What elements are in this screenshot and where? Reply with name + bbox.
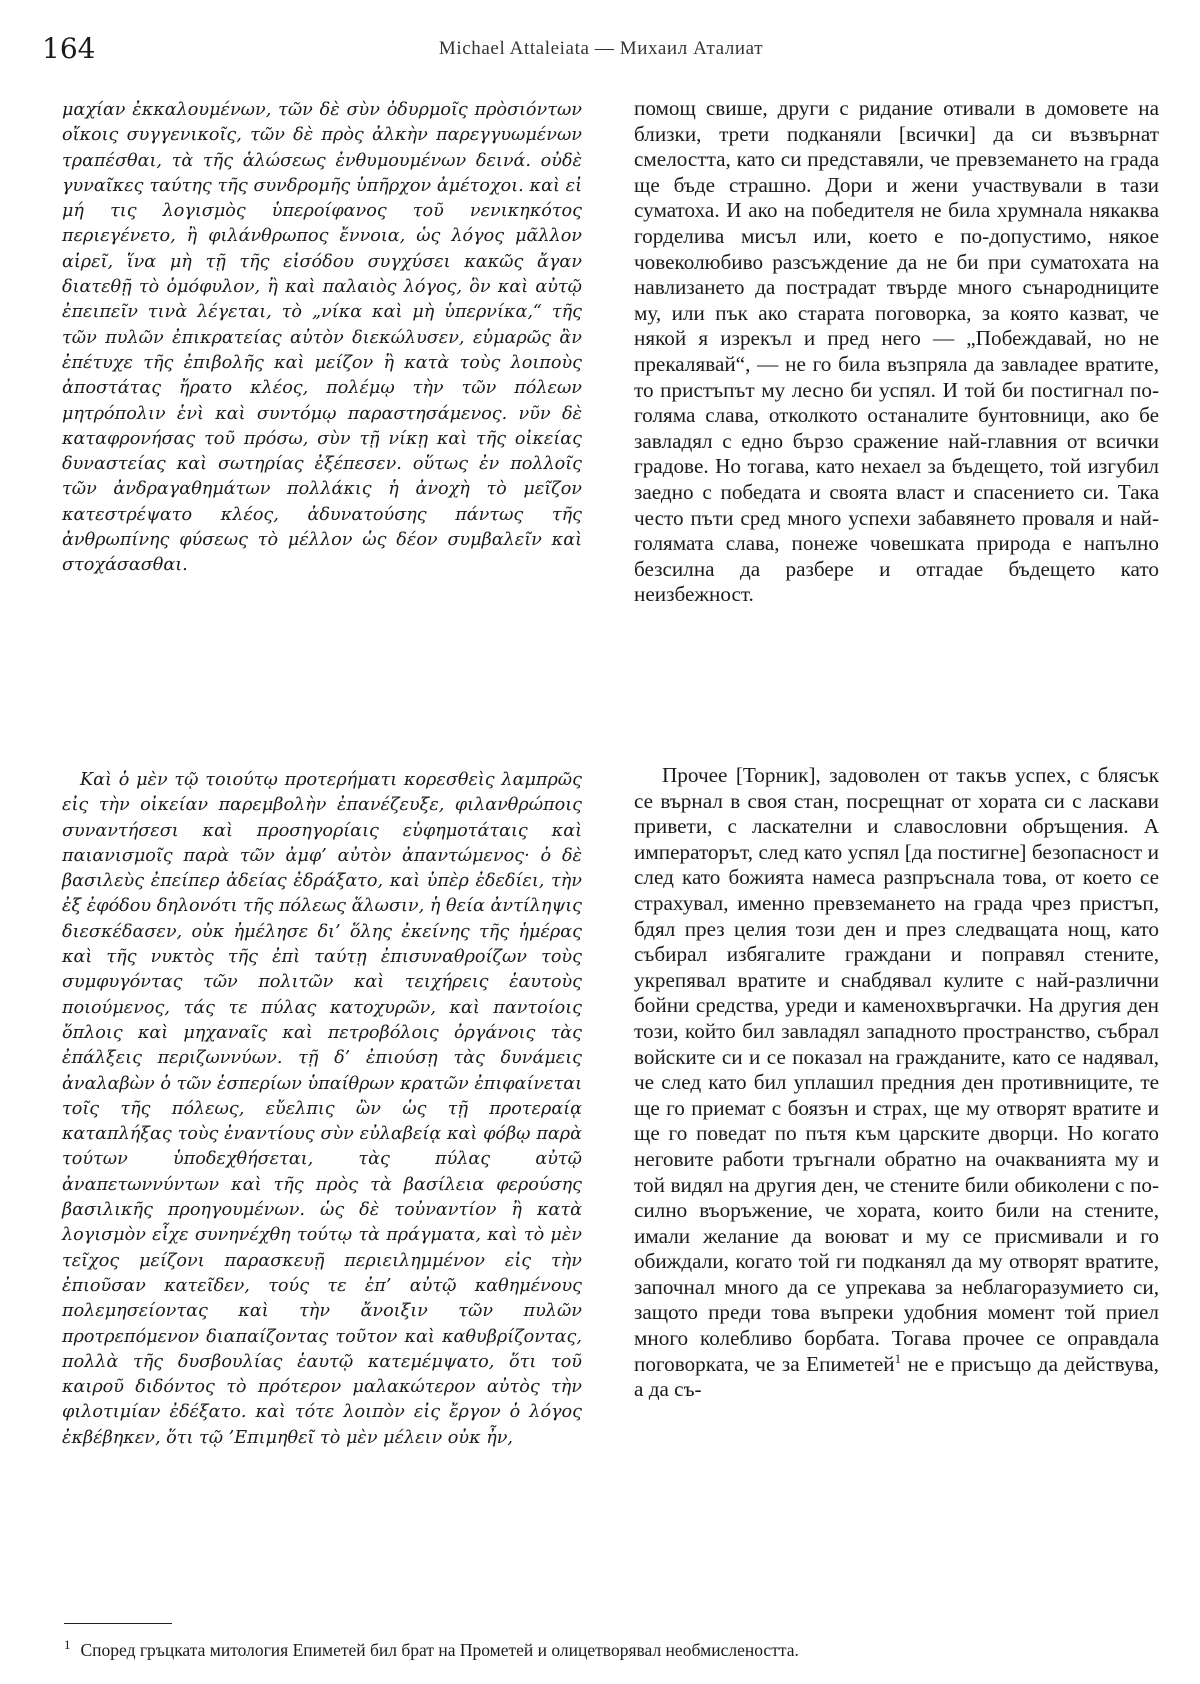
footnote-mark: 1	[64, 1637, 71, 1652]
footnote	[64, 1634, 1154, 1661]
page-number: 164	[42, 32, 96, 65]
page-header	[42, 32, 1160, 66]
footnote-reference: 1	[894, 1350, 902, 1366]
running-head: Michael Attaleiata — Михаил Аталиат	[438, 38, 764, 59]
bulgarian-paragraph-1: помощ свише, други с ридание отивали в домовете на близки, трети подканяли [всички] да си възвърнат смелостта, като си представяли, че превземането на града ще бъде страшно. Дори и жени участвували в тази суматоха. И ако на победителя не била хрумнала някаква горделива мисъл или, което е по-допустимо, някое човеколюбиво разсъждение да не би при суматохата на навлизането да пострадат твърде много сънародниците му, или пък ако старата поговорка, за която казват, че някой я изрекъл и пред него — „Побеждавай, но не прекалявай“, — не го била възпряла да завладее вратите, то пристъпът му лесно би успял. И той би постигнал по-голяма слава, отколкото останалите бунтовници, ако бе завладял с едно бързо сражение най-главния от всички градове. Но тогава, като нехаел за бъдещето, той изгубил заедно с победата и своята власт и спасението си. Така често пъти сред много успехи забавянето проваля и най-голямата слава, понеже човешката природа е напълно безсилна да разбере и отгадае бъдещето като неизбежност.	[634, 96, 1159, 607]
bulgarian-paragraph-2-tail: не е присъщо да действува, а да съ-	[634, 1351, 1159, 1402]
greek-paragraph-1: μαχίαν ἐκκαλουμένων, τῶν δὲ σὺν ὀδυρμοῖς πρὸσιόντων οἴκοις συγγενικοῖς, τῶν δὲ πρὸς ἀλκὴν παρεγγυωμένων τραπέσθαι, τὰ τῆς ἁλώσεως ἐνθυμουμένων δεινά. οὐδὲ γυναῖκες ταύτης τῆς συνδρομῆς ὑπῆρχον ἀμέτοχοι. καὶ εἰ μή τις λογισμὸς ὑπεροίφανος τοῦ νενικηκότος περιεγένετο, ἢ φιλάνθρωπος ἔννοια, ὡς λόγος μᾶλλον αἱρεῖ, ἵνα μὴ τῇ τῆς εἰσόδου συγχύσει κακῶς ἄγαν διατεθῇ τὸ ὁμόφυλον, ἢ καὶ παλαιὸς λόγος, ὃν καὶ αὐτῷ ἐπειπεῖν τινὰ λέγεται, τὸ „νίκα καὶ μὴ ὑπερνίκα,“ τῆς τῶν πυλῶν ἐπικρατείας αὐτὸν διεκώλυσεν, εὐμαρῶς ἂν ἐπέτυχε τῆς ἐπιβολῆς καὶ μείζον ἢ κατὰ τοὺς λοιποὺς ἀποστάτας ἤρατο κλέος, πολέμῳ τὴν τῶν πόλεων μητρόπολιν ἑνὶ καὶ συντόμῳ παραστησάμενος. νῦν δὲ καταφρονήσας τοῦ πρόσω, σὺν τῇ νίκῃ καὶ τῆς οἰκείας δυναστείας καὶ σωτηρίας ἐξέπεσεν. οὕτως ἐν πολλοῖς τῶν ἀνδραγαθημάτων πολλάκις ἡ ἀνοχὴ τὸ μεῖζον κατεστρέψατο κλέος, ἀδυνατούσης πάντως τῆς ἀνθρωπίνης φύσεως τὸ μέλλον ὡς δέον συμβαλεῖν καὶ στοχάσασθαι.	[62, 100, 582, 576]
bulgarian-paragraph-2-text: Прочее [Торник], задоволен от такъв успех, с блясък се върнал в своя стан, посрещнат от хората си с ласкави привети, с ласкателни и славословни обръщения. А императорът, след като успял [да постигне] безопасност и след като божията намеса разпръснала това, от което се страхувал, именно превземането на града чрез пристъп, бдял през целия този ден и през следващата нощ, като събирал избягалите граждани и поправял стените, укрепявал вратите и снабдявал кулите с най-различни бойни средства, уреди и каменохвъргачки. На другия ден този, който бил завладял западното пространство, събрал войските си и се показал на гражданите, като се надявал, че след като бил уплашил предния ден противниците, те ще го приемат с боязън и страх, ще му отворят вратите и ще го поведат по пътя към царските дворци. Но когато неговите работи тръгнали обратно на очакванията му и той видял на другия ден, че стените били обиколени с по-силно въоръжение, че хората, които били на стените, имали желание да воюват и му се присмивали и го обиждали, когато той ги подканял да му отворят вратите, започнал много да се упрекава за неблагоразумието си, защото преди това въпреки удобния момент той приел много колебливо борбата. Тогава прочее се оправдала поговорката, че за Епиметей	[634, 763, 1159, 1376]
greek-paragraph-2: Καὶ ὁ μὲν τῷ τοιούτῳ προτερήματι κορεσθεὶς λαμπρῶς εἰς τὴν οἰκείαν παρεμβολὴν ἐπανέζευξε, φιλανθρώποις συναντήσεσι καὶ προσηγορίαις εὐφημοτάταις καὶ παιανισμοῖς παρὰ τῶν ἀμφ’ αὐτὸν ἀπαντώμενος· ὁ δὲ βασιλεὺς ἐπείπερ ἀδείας ἐδράξατο, καὶ ὑπὲρ ἐδεδίει, τὴν ἐξ ἐφόδου δηλονότι τῆς πόλεως ἅλωσιν, ἡ θεία ἀντίληψις διεσκέδασεν, οὐκ ἠμέλησε δι’ ὅλης ἐκείνης τῆς ἡμέρας καὶ τῆς νυκτὸς τῆς ἐπὶ ταύτῃ ἐπισυναθροίζων τοὺς συμφυγόντας τῶν πολιτῶν καὶ τειχήρεις ἑαυτοὺς ποιούμενος, τάς τε πύλας κατοχυρῶν, καὶ παντοίοις ὅπλοις καὶ μηχαναῖς καὶ πετροβόλοις ὀργάνοις τὰς ἐπάλξεις περιζωννύων. τῇ δ’ ἐπιούσῃ τὰς δυνάμεις ἀναλαβὼν ὁ τῶν ἑσπερίων ὑπαίθρων κρατῶν ἐπιφαίνεται τοῖς τῆς πόλεως, εὔελπις ὢν ὡς τῇ προτεραίᾳ καταπλήξας τοὺς ἐναντίους σὺν εὐλαβείᾳ καὶ φόβῳ παρὰ τούτων ὑποδεχθήσεται, τὰς πύλας αὐτῷ ἀναπετωννύντων καὶ τῆς πρὸς τὰ βασίλεια φερούσης βασιλικῆς προηγουμένων. ὡς δὲ τοὐναντίον ἢ κατὰ λογισμὸν εἶχε συνηνέχθη τούτῳ τὰ πράγματα, καὶ τὸ μὲν τεῖχος μείζονι παρασκευῇ περιειλημμένον εἰς τὴν ἐπιοῦσαν κατεῖδεν, τούς τε ἐπ’ αὐτῷ καθημένους πολεμησείοντας καὶ τὴν ἄνοιξιν τῶν πυλῶν προτρεπόμενον διαπαίζοντας τοῦτον καὶ καθυβρίζοντας, πολλὰ τῆς δυσβουλίας ἑαυτῷ κατεμέμψατο, ὅτι τοῦ καιροῦ διδόντος τὸ πρότερον μαλακώτερον αὐτὸς τὴν φιλοτιμίαν ἐδέξατο. καὶ τότε λοιπὸν εἰς ἔργον ὁ λόγος ἐκβέβηκεν, ὅτι τῷ ’Επιμηθεῖ τὸ μὲν μέλειν οὐκ ἦν,	[62, 770, 582, 1448]
footnote-divider	[64, 1623, 172, 1624]
footnote-text: Според гръцката митология Епиметей бил брат на Прометей и олицетворявал необмислеността.	[80, 1639, 799, 1660]
bulgarian-paragraph-2	[634, 763, 1159, 1403]
